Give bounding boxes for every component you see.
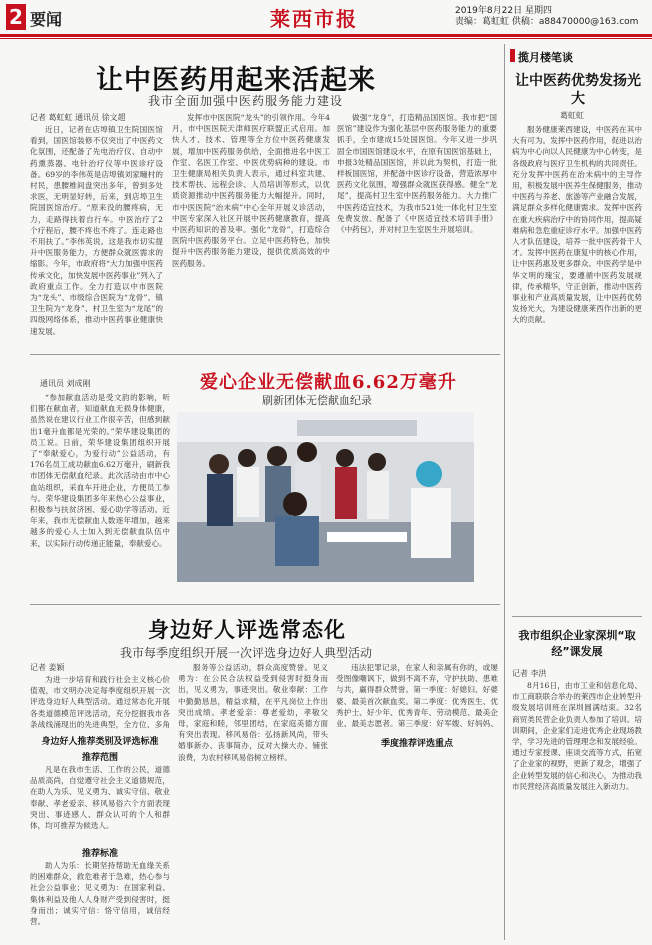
story1-byline: 记者 葛虹虹 通讯员 徐文超 bbox=[30, 113, 126, 122]
story3-subhead-scope: 推荐范围 bbox=[81, 753, 118, 763]
story3-subhead-criteria: 推荐标准 bbox=[81, 849, 118, 859]
sidebar-body: 服务健康莱西建设，中医药在其中大有可为。发挥中医药作用，促进以治病为中心向以人民健康为中心转变，是各级政府与医疗卫生机构的共同责任。充分发挥中医药在治未病中的主导作用，积极发展中医养生保健服务，推动中医药与养老、旅游等产业融合发展，满足群众多样化健康需求。发挥中医药在重大疾病治疗中的协同作用，提高疑难病和急危重症诊疗水平。加强中医药人才队伍建设，培养一批中医药骨干人才。发挥中医药在康复中的核心作用，让中医药惠及更多群众。中医药学是中华文明的瑰宝，要遵循中医药发展规律，传承精华，守正创新，推动中医药事业和产业高质量发展，让中医药优势发扬光大，为建设健康莱西作出新的更大的贡献。 bbox=[512, 125, 642, 325]
story3-subheadline: 我市每季度组织开展一次评选身边好人典型活动 bbox=[120, 646, 373, 660]
sidebar-tag: 揽月楼笔谈 bbox=[518, 51, 573, 64]
sidebar-tag-marker bbox=[510, 49, 515, 62]
divider bbox=[30, 604, 500, 605]
page-number: 2 bbox=[6, 4, 26, 30]
page-header bbox=[0, 0, 652, 34]
story3-column-2: 服务等公益活动，群众高度赞誉。见义勇为：在公民合法权益受到侵害时挺身而出，见义勇为，事迹突出。敬业奉献：工作中勤勤恳恳，精益求精，在平凡岗位上作出突出成绩。孝老爱亲：尊老爱幼，孝敬父母，家庭和睦，邻里团结，在家庭美德方面有突出表现。移风易俗：弘扬新风尚，带头婚事新办、丧事简办，反对大操大办、铺张浪费，为农村移风易俗树立榜样。 bbox=[178, 663, 328, 762]
story3-column-3a: 违法犯罪记录，在家人和亲属有你的，或屡受图像嘲讽下，做到不离不弃，守护扶助、患难与共，赢得群众赞誉。第一季度：好媳妇、好婆婆、最美首次献血奖。第二季度：优秀医生、优秀护士、好少年、优秀青年、劳动模范、最美企业、最美志愿者。第三季度：好军嫂、好妈妈、 bbox=[336, 663, 498, 729]
divider bbox=[512, 616, 642, 617]
header-rule-thin bbox=[0, 38, 652, 39]
sidebar-body-2: 8月16日，由市工业和信息化局、市工商联联合举办的莱西市企业转型升级发展培训班在深圳圆满结束。32名商贸类民营企业负责人参加了培训。培训期间，企业家们走进优秀企业现场教学，学习先进的管理理念和发展经验。通过专家授课、座谈交流等方式，拓宽了企业家的视野，更新了观念，增强了企业转型发展的信心和决心，为推动我市民营经济高质量发展注入新动力。 bbox=[512, 681, 642, 791]
story1-column-2: 发挥市中医医院“龙头”的引领作用。今年4月，市中医医院天津师医疗联盟正式启用。加快人才、技术、管理等全方位中医药健康发展，增加中医药服务供给，全面推进名中医工作室、名医工作室、中医优势病种的建设。市卫生健康局相关负责人表示，通过科室共建、技术帮扶、远程会诊、人员培训等形式，以优质资源推动中医药服务能力大幅提升。同时，市中医医院“治未病”中心全年开展义诊活动，中医专家深入社区开展中医药健康教育，提高中医药知识的普及率。强化“龙骨”，打造综合医院中医药服务平台。立足中医药特色，加快提升中医药服务能力建设，提供优质高效的中医药服务。 bbox=[172, 113, 330, 268]
story3-subhead-quarterly: 季度推荐评选重点 bbox=[380, 739, 453, 749]
column-separator bbox=[504, 44, 505, 940]
sidebar-byline: 葛虹虹 bbox=[560, 111, 584, 120]
divider bbox=[30, 354, 500, 355]
story3-subhead-category: 身边好人推荐类别及评选标准 bbox=[41, 737, 159, 747]
story2-column: “参加献血活动是受文韵的影响，听们都在献血者，知道献血无损身体健康，虽然说在建议行业工作很辛苦，但感到献出1毫升血都是光荣的。”荣华建设集团的员工说。日前，荣华建设集团组织开展了“奉献爱心，为爱行动”公益活动，有176名员工成功献血6.62万毫升，刷新我市团体无偿献血纪录。此次活动由市中心血站组织，采血车开进企业，方便员工参与。荣华建设集团多年来热心公益事业，积极参与扶贫济困、爱心助学等活动。近年来，我市无偿献血人数逐年增加，越来越多的爱心人士加入到无偿献血队伍中来，以实际行动传递正能量，奉献爱心。 bbox=[30, 393, 170, 548]
story3-criteria-text: 助人为乐：长期坚持帮助无血缘关系的困难群众，救危难者于急难，热心参与社会公益事业；见义勇为：在国家利益、集体利益及他人人身财产受到侵害时，挺身而出；诚实守信：恪守信用，诚信经营。 bbox=[30, 861, 170, 927]
blood-donation-photo bbox=[177, 412, 474, 582]
sidebar-headline: 让中医药优势发扬光大 bbox=[515, 73, 641, 107]
story3-headline: 身边好人评选常态化 bbox=[148, 617, 346, 642]
sidebar-headline-2: 我市组织企业家深圳“取经”课发展 bbox=[518, 629, 636, 658]
story1-column-3: 做强“龙身”，打造精品国医馆。我市把“国医馆”建设作为强化基层中医药服务能力的重要抓手，全市建成15处国医馆。今年又进一步巩固全市国医馆建设水平，在原有国医馆基础上，申报3处精品国医馆，并以此为契机，打造一批样板国医馆，并配备中医诊疗设备，营造浓厚中医药文化氛围，增强群众就医获得感。健全“龙尾”，提高村卫生室中医药服务能力。大力推广中医药适宜技术，为我市521处一体化村卫生室免费发放、配备了《中医适宜技术培训手册》《中药包》，并对村卫生室医生开展培训。 bbox=[337, 113, 497, 235]
story3-byline: 记者 姜颖 bbox=[30, 663, 65, 672]
issue-date: 2019年8月22日 星期四 bbox=[455, 6, 552, 16]
newspaper-masthead: 莱西市报 bbox=[270, 7, 358, 31]
sidebar-byline-2: 记者 李洪 bbox=[512, 669, 547, 678]
dateline bbox=[455, 6, 638, 28]
story2-subheadline: 刷新团体无偿献血纪录 bbox=[262, 394, 372, 407]
header-rule bbox=[0, 34, 652, 37]
story1-column-1: 近日，记者在店埠镇卫生院国医馆看到，国医馆装修不仅突出了中医药文化氛围，还配备了先电治疗仪、自动中药熏蒸器、电针治疗仪等中医诊疗设备。69岁的李伟英是店埠镇刘家疃村的村民，患腰椎间盘突出多年，曾到多处求医，无明显好转，后来，到店埠卫生院国医馆治疗。“原来没的腰疼病，无力，走路得扶着自行车。中医治疗了2个疗程后，腰不疼也不疼了。连走路也不用扶了。”李伟英说。这是我市切实提升中医服务能力，方便群众就医需求的缩影。今年，市政府将“大力加强中医药传承文化，加快发展中医药事业”列入了政府重点工作。全力打造以中市医院为“龙头”、市级综合医院为“龙骨”、镇卫生院为“龙身”、村卫生室为“龙尾”的四级网络体系，推动中医药事业健康快速发展。 bbox=[30, 125, 163, 336]
editor-credit: 责编：葛虹虹 供稿：a88470000@163.com bbox=[455, 17, 639, 27]
photo-illustration bbox=[177, 412, 474, 582]
story3-intro: 为进一步培育和践行社会主义核心价值观，市文明办决定每季度组织开展一次评选身边好人典型活动。通过常态化开展各类道德模范评选活动，充分挖掘我市各条战线涌现出的先进典型，全方位、多角 bbox=[30, 675, 170, 729]
story2-headline: 爱心企业无偿献血6.62万毫升 bbox=[200, 372, 457, 393]
story2-byline: 通讯员 刘成刚 bbox=[40, 379, 91, 388]
story3-scope-text: 凡是在我市生活、工作的公民，道德品质高尚，自觉遵守社会主义道德规范，在助人为乐、见义勇为、诚实守信、敬业奉献、孝老爱亲、移风易俗六个方面表现突出、事迹感人、群众认可的个人和群体，均可推荐为候选人。 bbox=[30, 765, 170, 831]
story1-headline: 让中医药用起来活起来 bbox=[96, 65, 376, 96]
section-name: 要闻 bbox=[30, 10, 63, 29]
story1-subheadline: 我市全面加强中医药服务能力建设 bbox=[148, 94, 344, 108]
